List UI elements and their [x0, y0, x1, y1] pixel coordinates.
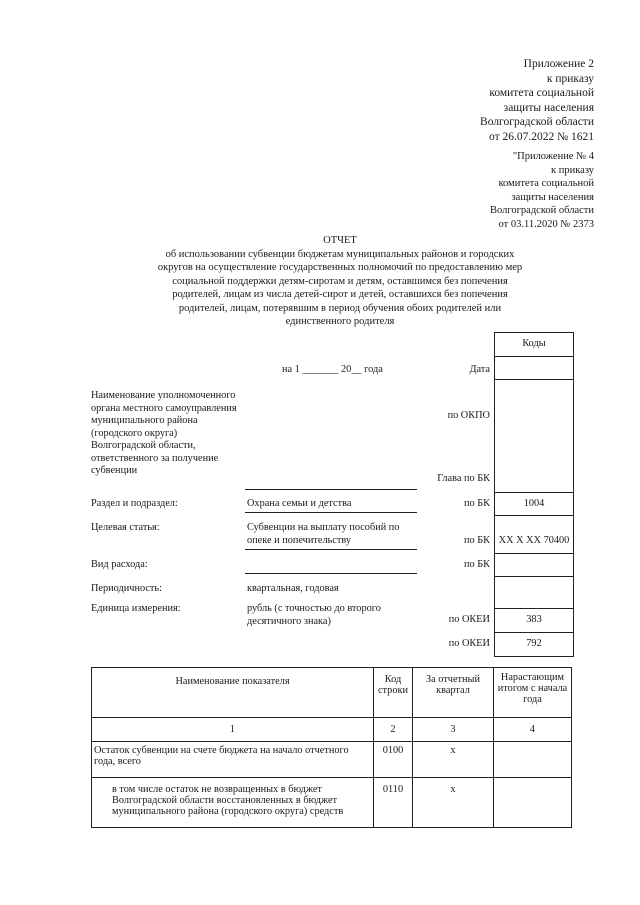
- title-line: округов на осуществление государственных полномочий по предоставлению мер: [157, 262, 523, 273]
- unit-code-label: по ОКЕИ: [448, 614, 490, 625]
- statya-code: XX X XX 70400: [498, 535, 570, 546]
- row-ytd: [494, 742, 572, 778]
- unit-code-2: 792: [526, 638, 542, 649]
- date-label: Дата: [469, 364, 490, 375]
- appendix-2-block: [480, 57, 594, 144]
- unit-label: Единица измерения:: [91, 603, 181, 614]
- table-row: [92, 778, 572, 828]
- razdel-code-label: по БК: [463, 498, 490, 509]
- header-quarter: За отчетный квартал: [413, 668, 494, 718]
- row-quarter: x: [413, 778, 494, 828]
- appendix-2-line: от 26.07.2022 № 1621: [489, 130, 594, 143]
- appendix-2-line: Приложение 2: [523, 58, 594, 70]
- table-row: [92, 742, 572, 778]
- razdel-code: 1004: [523, 498, 545, 509]
- title-line: родителей, лицам из числа детей-сирот и детей, оставшихся без попечения: [172, 289, 508, 300]
- header-indicator: Наименование показателя: [92, 668, 374, 718]
- org-label: Наименование уполномоченного органа местного самоуправления муниципального района (городского округа) Волгоградской области, ответственного за получение субвенции: [91, 390, 237, 476]
- row-name: в том числе остаток не возвращенных в бюджет Волгоградской области восстановленных в бюджет муниципального района (городского округа) средств: [92, 778, 374, 828]
- appendix-4-line: к приказу: [551, 164, 594, 176]
- statya-code-label: по БК: [463, 535, 490, 546]
- unit-value: рубль (с точностью до второго десятичного знака): [247, 603, 381, 627]
- razdel-label: Раздел и подраздел:: [91, 498, 178, 509]
- vid-code-label: по БК: [463, 559, 490, 570]
- title-line: ОТЧЕТ: [323, 235, 357, 246]
- appendix-4-line: Волгоградской области: [489, 205, 594, 216]
- col-number: 2: [374, 718, 413, 742]
- appendix-4-line: защиты населения: [511, 191, 594, 203]
- appendix-4-line: комитета социальной: [498, 178, 594, 189]
- appendix-4-block: [490, 150, 594, 231]
- period-value: квартальная, годовая: [247, 583, 339, 594]
- row-ytd: [494, 778, 572, 828]
- okpo-label: по ОКПО: [447, 410, 490, 421]
- title-line: родителей, лицам, потерявшим в период обучения обоих родителей или: [178, 302, 502, 314]
- date-line: на 1 _______ 20__ года: [282, 364, 383, 375]
- appendix-2-line: защиты населения: [503, 101, 594, 114]
- row-code: 0110: [374, 778, 413, 828]
- report-title: [140, 234, 540, 329]
- statya-value: Субвенции на выплату пособий по опеке и попечительству: [247, 522, 400, 546]
- header-code: Код строки: [374, 668, 413, 718]
- appendix-2-line: к приказу: [546, 72, 594, 85]
- title-line: об использовании субвенции бюджетам муниципальных районов и городских: [165, 248, 515, 260]
- title-line: социальной поддержки детям-сиротам и детям, оставшимся без попечения: [172, 275, 508, 287]
- col-number: 1: [92, 718, 374, 742]
- row-quarter: x: [413, 742, 494, 778]
- period-label: Периодичность:: [91, 583, 162, 594]
- col-number: 4: [494, 718, 572, 742]
- appendix-2-line: комитета социальной: [489, 87, 594, 99]
- appendix-4-line: от 03.11.2020 № 2373: [498, 218, 594, 230]
- col-number: 3: [413, 718, 494, 742]
- statya-label: Целевая статья:: [91, 522, 160, 533]
- razdel-value: Охрана семьи и детства: [247, 498, 352, 509]
- unit-code-label-2: по ОКЕИ: [448, 638, 490, 649]
- glava-label: Глава по БК: [437, 473, 490, 484]
- header-ytd: Нарастающим итогом с начала года: [494, 668, 572, 718]
- unit-code: 383: [526, 614, 542, 625]
- appendix-4-line: "Приложение № 4: [512, 151, 594, 162]
- row-code: 0100: [374, 742, 413, 778]
- indicators-table: [91, 667, 572, 828]
- appendix-2-line: Волгоградской области: [480, 116, 594, 128]
- codes-header: Коды: [522, 338, 546, 349]
- row-name: Остаток субвенции на счете бюджета на начало отчетного года, всего: [92, 742, 374, 778]
- vid-label: Вид расхода:: [91, 559, 148, 570]
- title-line: единственного родителя: [285, 316, 395, 327]
